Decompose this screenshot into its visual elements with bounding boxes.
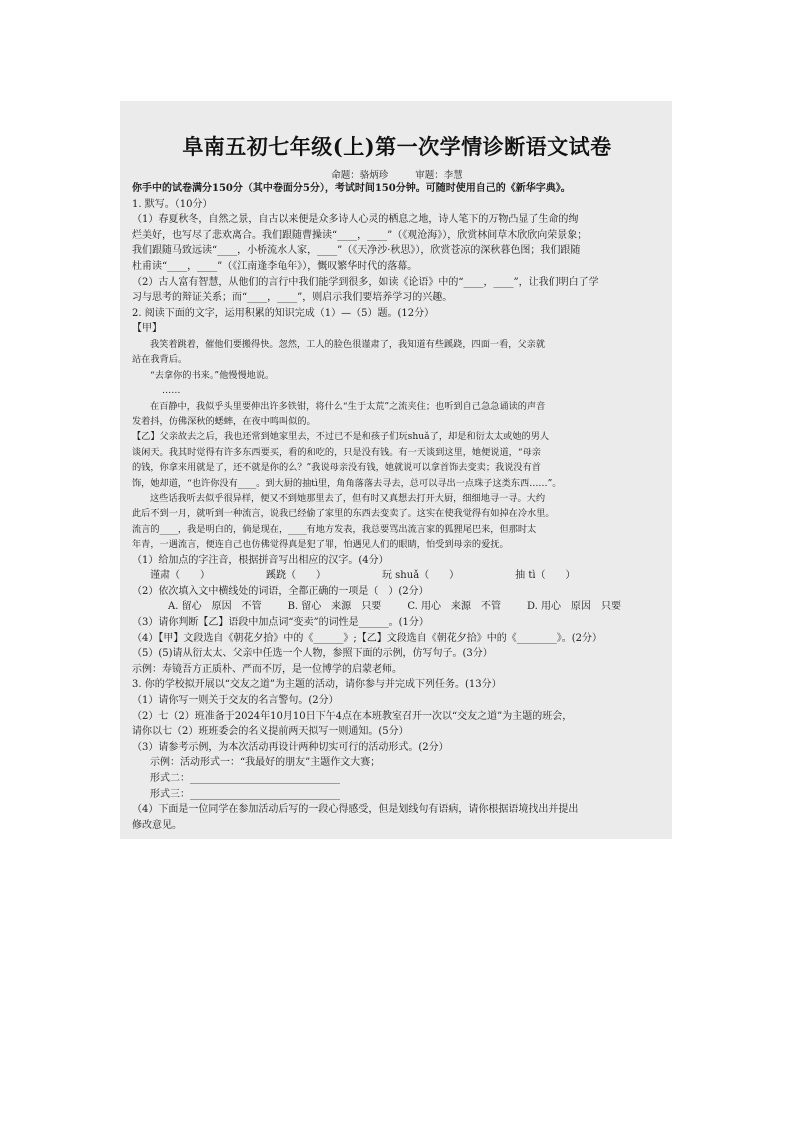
text-line: 形式三：______________________________ (150, 788, 340, 800)
text-line: “去拿你的书来。”他慢慢地说。 (150, 369, 275, 381)
text-line: （1）春夏秋冬，自然之景，自古以来便是众多诗人心灵的栖息之地，诗人笔下的万物凸显了生命的绚 (132, 214, 579, 226)
choice-a: A. 留心 原因 不管 (168, 601, 262, 613)
text-line: 【乙】父亲故去之后，我也还常到她家里去，不过已不是和孩子们玩shuǎ了，却是和衍太太或她的男人 (132, 431, 550, 443)
text-line: 我笑着跳着，催他们要搬得快。忽然，工人的脸色很谨肃了，我知道有些蹊跷，四面一看，父亲就 (150, 338, 546, 350)
text-line: 此后不到一月，就听到一种流言，说我已经偷了家里的东西去变卖了。这实在使我觉得有如掉在冷水里。 (132, 508, 555, 520)
scanned-exam-page (120, 101, 672, 839)
text-line: （3）请参考示例，为本次活动再设计两种切实可行的活动形式。(2分） (132, 741, 449, 753)
reviewer-label: 审题：李慧 (415, 170, 463, 181)
text-line: （5）(5)请从衍太太、父亲中任选一个人物，参照下面的示例，仿写句子。(3分） (132, 648, 493, 660)
text-line: 站在我背后。 (132, 354, 188, 366)
text-line: 的钱，你拿来用就是了，还不就是你的么？”我说母亲没有钱，她就说可以拿首饰去变卖；我说没有首 (132, 462, 541, 474)
text-line: 2. 阅读下面的文字，运用积累的知识完成（1）—（5）题。(12分） (132, 307, 435, 319)
pinyin-item-3: 玩 shuǎ（ ） (382, 570, 460, 582)
text-line: （1）请你写一则关于交友的名言警句。(2分） (132, 694, 339, 706)
text-line: 年青，一遇流言，便连自己也仿佛觉得真是犯了罪，怕遇见人们的眼睛，怕受到母亲的爱抚。 (132, 539, 509, 551)
text-line: 习与思考的辩证关系；而“____，____”，则启示我们要培养学习的兴趣。 (132, 292, 453, 304)
text-line: （2）七（2）班准备于2024年10月10日下午4点在本班教室召开一次以“交友之道”为主题的班会， (132, 710, 573, 722)
text-line: 修改意见。 (132, 819, 182, 831)
exam-body-part-3 (132, 615, 662, 833)
text-line: 这些话我听去似乎很异样，便又不到她那里去了，但有时又真想去打开大厨，细细地寻一寻。大约 (150, 493, 546, 504)
pinyin-row (132, 568, 662, 584)
choice-row (132, 599, 662, 615)
text-line: 谈闲天。我其时觉得有许多东西要买，看的和吃的，只是没有钱。有一天谈到这里，她便说道，“母亲 (132, 446, 541, 458)
text-line: 流言的____，我是明白的，倘是现在，____有地方发表，我总要骂出流言家的狐狸尾巴来，但那时太 (132, 523, 537, 535)
text-line: 在百静中，我似乎头里要伸出许多铁钳，将什么“生于太荒”之流夹住；也听到自己急急诵读的声音 (150, 400, 546, 412)
text-line: 你手中的试卷满分150分（其中卷面分5分），考试时间150分钟。可随时使用自己的《新华字典》。 (132, 183, 571, 194)
text-line: （1）给加点的字注音，根据拼音写出相应的汉字。(4分） (132, 554, 389, 566)
text-line: （4）下面是一位同学在参加活动后写的一段心得感受，但是划线句有语病，请你根据语境找出并提出 (132, 804, 579, 816)
text-line: …… (162, 385, 181, 397)
text-line: （2）古人富有智慧，从他们的言行中我们能学到很多，如读《论语》中的“____，____”，让我们明白了学 (132, 276, 599, 288)
exam-body-part-2 (132, 584, 662, 600)
text-line: （3）请你判断【乙】语段中加点词“变卖”的词性是______。(1分） (132, 617, 429, 628)
text-line: （4）【甲】文段选自《朝花夕拾》中的《______》;【乙】文段选自《朝花夕拾》中的《________》。(2分） (132, 632, 602, 644)
text-line: 我们跟随马致远读“____，小桥流水人家，____”（《天净沙·秋思》），欣赏苍凉的深秋暮色图；我们跟随 (132, 245, 581, 257)
text-line: 杜甫读“____，____”（《江南逢李龟年》），慨叹繁华时代的落幕。 (132, 260, 418, 272)
choice-d: D. 用心 原因 只要 (526, 601, 621, 613)
text-line: 烂美好，也写尽了悲欢离合。我们跟随曹操读“____，____”（《观沧海》），欣赏林间草木欣欣向荣景象； (132, 229, 588, 241)
text-line: 示例：活动形式一：“我最好的朋友”主题作文大赛； (150, 757, 381, 769)
pinyin-item-1: 谨肃（ ） (150, 570, 210, 582)
exam-title: 阜南五初七年级(上)第一次学情诊断语文试卷 (182, 134, 612, 159)
text-line: 示例：寿镜吾方正质朴、严而不厉，是一位博学的启蒙老师。 (132, 663, 402, 675)
text-line: 发着抖，仿佛深秋的蟋蟀，在夜中鸣叫似的。 (132, 415, 316, 427)
proposer-label: 命题：骆炳珍 (331, 170, 389, 181)
text-line: （2）依次填入文中横线处的词语，全都正确的一项是（ ）(2分） (132, 585, 429, 597)
exam-authors (132, 167, 662, 181)
text-line: 1. 默写。（10分） (132, 198, 213, 210)
text-line: 【甲】 (132, 323, 162, 335)
exam-content (132, 101, 662, 833)
choice-b: B. 留心 来源 只要 (287, 601, 382, 613)
pinyin-item-2: 蹊跷（ ） (266, 570, 326, 582)
text-line: 饰，她却道，“也许你没有____。到大厨的抽tì里，角角落落去寻去，总可以寻出一点珠子这类东西……”。 (132, 477, 562, 489)
exam-body-part-1 (132, 181, 662, 568)
text-line: 3. 你的学校拟开展以“交友之道”为主题的活动，请你参与并完成下列任务。(13分） (132, 679, 502, 691)
text-line: 请你以七（2）班班委会的名义提前两天拟写一则通知。(5分） (132, 726, 409, 738)
text-line: 形式二：______________________________ (150, 772, 340, 784)
choice-c: C. 用心 来源 不管 (407, 601, 501, 613)
pinyin-item-4: 抽 tì（ ） (515, 570, 576, 582)
